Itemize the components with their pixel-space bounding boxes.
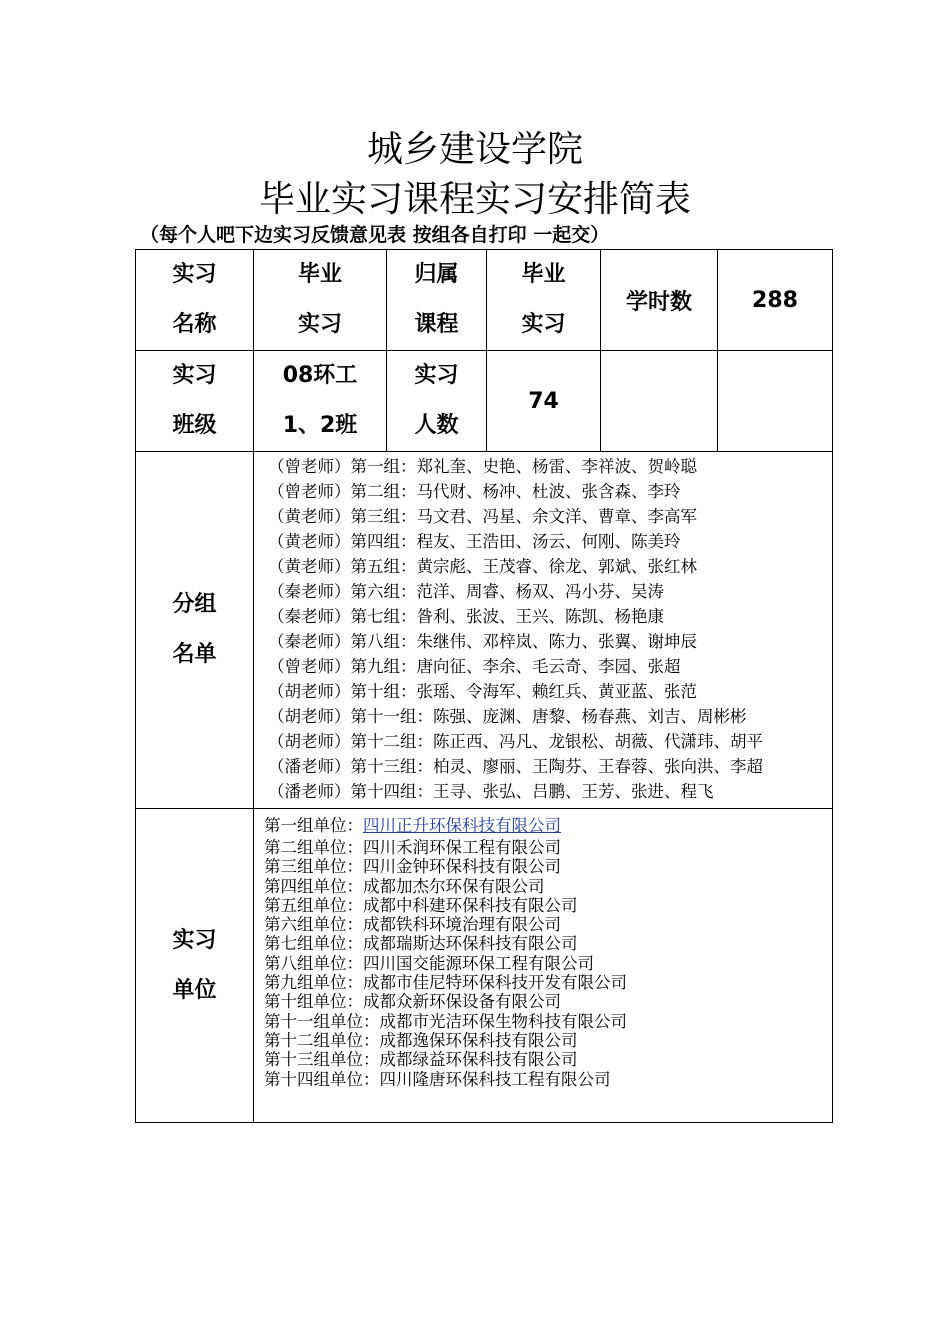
label-groups: 分组 名单 — [136, 452, 254, 809]
label-count: 实习 人数 — [387, 351, 487, 452]
group-list — [254, 452, 833, 809]
list-item: 第二组单位：四川禾润环保工程有限公司 — [264, 838, 561, 857]
list-item: （秦老师）第六组：范洋、周睿、杨双、冯小芬、吴涛 — [268, 582, 664, 601]
list-item: （黄老师）第四组：程友、王浩田、汤云、何刚、陈美玲 — [268, 532, 681, 551]
empty-cell — [601, 351, 718, 452]
note: （每个人吧下边实习反馈意见表 按组各自打印 一起交） — [140, 224, 610, 246]
list-item: （胡老师）第十组：张瑶、令海军、赖红兵、黄亚蓝、张范 — [268, 682, 697, 701]
list-item: 第十三组单位：成都绿益环保科技有限公司 — [264, 1050, 578, 1070]
title-line-1: 城乡建设学院 — [366, 129, 583, 170]
label-course: 归属 课程 — [387, 250, 487, 351]
list-item: 第三组单位：四川金钟环保科技有限公司 — [264, 857, 561, 877]
unit-link[interactable]: 四川正升环保科技有限公司 — [363, 816, 561, 835]
list-item: （胡老师）第十一组：陈强、庞渊、唐黎、杨春燕、刘吉、周彬彬 — [268, 707, 747, 726]
list-item: （曾老师）第一组：郑礼奎、史艳、杨雷、李祥波、贺岭聪 — [268, 457, 697, 476]
list-item: 第五组单位：成都中科建环保科技有限公司 — [264, 895, 578, 915]
count-value: 74 — [487, 351, 601, 452]
class-value: 08环工 1、2班 — [254, 351, 387, 452]
list-item: 第十四组单位：四川隆唐环保科技工程有限公司 — [264, 1069, 611, 1089]
list-item: （潘老师）第十四组：王寻、张弘、吕鹏、王芳、张进、程飞 — [268, 782, 714, 801]
row-name — [136, 250, 833, 351]
hours-value: 288 — [718, 250, 833, 351]
title-line-2: 毕业实习课程实习安排简表 — [258, 179, 691, 220]
row-groups — [136, 452, 833, 809]
list-item: 第九组单位：成都市佳尼特环保科技开发有限公司 — [264, 973, 627, 993]
label-class: 实习 班级 — [136, 351, 254, 452]
list-item: （黄老师）第五组：黄宗彪、王茂睿、徐龙、郭斌、张红林 — [268, 557, 697, 576]
unit-list — [254, 809, 833, 1123]
row-units — [136, 809, 833, 1123]
list-item: （秦老师）第七组：昝利、张波、王兴、陈凯、杨艳康 — [268, 607, 664, 626]
list-item: （胡老师）第十二组：陈正西、冯凡、龙银松、胡薇、代潇玮、胡平 — [268, 732, 763, 751]
internship-name: 毕业 实习 — [254, 250, 387, 351]
list-item: 第七组单位：成都瑞斯达环保科技有限公司 — [264, 934, 578, 954]
course-value: 毕业 实习 — [487, 250, 601, 351]
list-item: 第六组单位：成都铁科环境治理有限公司 — [264, 915, 561, 935]
schedule-table — [135, 249, 833, 1123]
list-item: （潘老师）第十三组：柏灵、廖丽、王陶芬、王春蓉、张向洪、李超 — [268, 757, 763, 776]
list-item: 第十二组单位：成都逸保环保科技有限公司 — [264, 1030, 578, 1050]
list-item: 第十组单位：成都众新环保设备有限公司 — [264, 992, 561, 1012]
list-item: （曾老师）第九组：唐向征、李余、毛云奇、李园、张超 — [268, 657, 681, 676]
list-item: 第一组单位：四川正升环保科技有限公司 — [264, 816, 561, 835]
list-item: 第八组单位：四川国交能源环保工程有限公司 — [264, 953, 594, 973]
list-item: 第四组单位：成都加杰尔环保有限公司 — [264, 876, 545, 896]
list-item: 第十一组单位：成都市光洁环保生物科技有限公司 — [264, 1011, 627, 1031]
label-internship-name: 实习 名称 — [136, 250, 254, 351]
label-units: 实习 单位 — [136, 809, 254, 1123]
label-hours: 学时数 — [601, 250, 718, 351]
empty-cell — [718, 351, 833, 452]
list-item: （黄老师）第三组：马文君、冯星、余文洋、曹章、李高军 — [268, 507, 697, 526]
row-class — [136, 351, 833, 452]
list-item: （秦老师）第八组：朱继伟、邓梓岚、陈力、张翼、谢坤辰 — [268, 632, 697, 651]
list-item: （曾老师）第二组：马代财、杨冲、杜波、张含森、李玲 — [268, 482, 681, 501]
